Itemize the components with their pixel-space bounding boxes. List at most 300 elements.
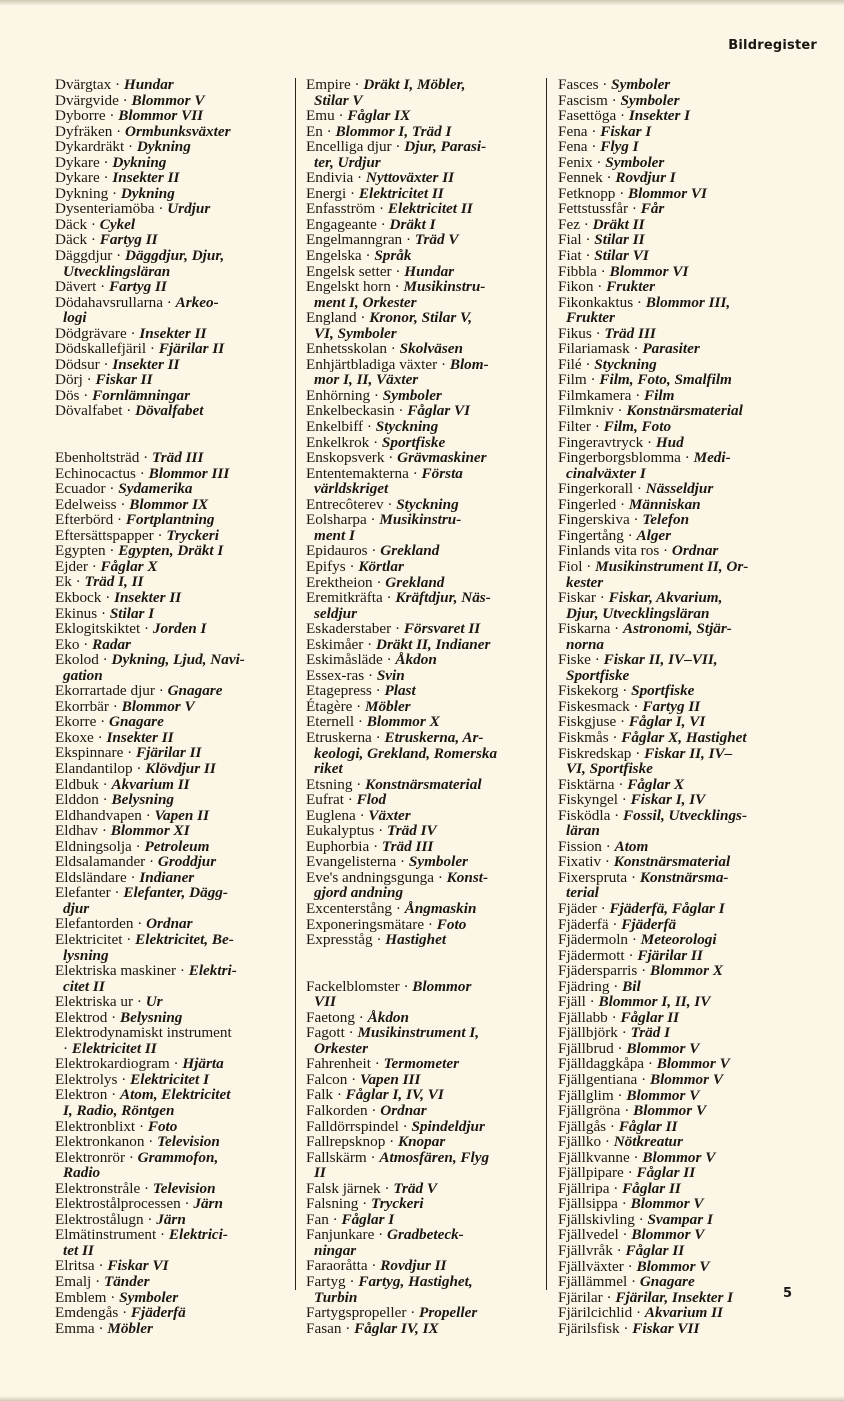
index-entry [306,901,542,917]
index-term: Elektrodynamiskt instrument [55,1024,232,1042]
index-entry-line [55,714,291,730]
index-reference: Djur, Utvecklingsläran [566,604,710,622]
index-entry [55,1087,291,1118]
index-entry [306,1072,542,1088]
index-entry-line [55,372,291,388]
index-term: Enkelbiff [306,418,364,436]
index-term: Fjälldaggkåpa [558,1055,645,1073]
index-term: Elefantorden [55,915,134,933]
index-entry [55,621,291,637]
index-entry-line [558,77,820,93]
middle-dot-separator: · [596,899,610,917]
index-reference: Rovdjur I [615,169,676,187]
index-reference: Alger [636,526,672,544]
index-entry-line [55,777,291,793]
index-reference: Fåglar II [636,1164,696,1182]
index-reference: Stilar I [109,604,155,622]
index-entry [558,170,820,186]
index-term: Fjällbjörk [558,1024,618,1042]
index-entry-line [306,637,542,653]
index-reference-continuation [55,1165,291,1181]
index-entry [55,232,291,248]
index-entry [306,777,542,793]
index-reference: Fiskar II, IV–VII, [603,651,718,669]
middle-dot-separator: · [139,449,153,467]
index-entry-line [306,264,542,280]
index-term: Enkelbeckasin [306,402,395,420]
index-entry-line [55,139,291,155]
index-entry [55,1056,291,1072]
middle-dot-separator: · [105,107,119,125]
middle-dot-separator: · [334,107,348,125]
index-entry [306,559,542,575]
index-term: Euglena [306,806,356,824]
index-entry [55,450,291,466]
index-reference: Kräftdjur, Näs- [395,589,491,607]
index-term: Fikonkaktus [558,293,634,311]
index-entry [306,170,542,186]
index-entry [558,1274,820,1290]
index-entry [55,326,291,342]
index-column-1 [55,77,291,1336]
index-entry [558,93,820,109]
index-term: Dödgrävare [55,324,127,342]
middle-dot-separator: · [363,418,376,436]
index-term: Däck [55,215,88,233]
index-entry [55,745,291,761]
index-entry-line [55,683,291,699]
index-entry [306,1025,542,1056]
middle-dot-separator: · [609,977,623,995]
index-entry-line [558,93,820,109]
index-entry [306,341,542,357]
index-reference: Frukter [566,309,615,327]
index-entry [558,528,820,544]
index-term: Etagepress [306,682,372,700]
index-entry-line [558,419,820,435]
index-entry-line [558,1274,820,1290]
index-reference: Utvecklingsläran [63,262,171,280]
middle-dot-separator: · [585,993,599,1011]
index-term: Fartygspropeller [306,1304,407,1322]
index-reference: Fåglar II [618,1117,678,1135]
index-entry-line [558,1134,820,1150]
index-entry-line [55,124,291,140]
index-entry-line [558,512,820,528]
middle-dot-separator: · [343,791,357,809]
index-reference: Blommor [412,977,472,995]
index-entry-line [558,1165,820,1181]
index-entry [558,435,820,451]
index-entry [558,295,820,326]
index-entry [55,497,291,513]
middle-dot-separator: · [144,1133,158,1151]
index-entry-line [306,497,542,513]
middle-dot-separator: · [607,1008,621,1026]
middle-dot-separator: · [98,775,112,793]
index-reference: citet II [63,977,105,995]
index-term: Fez [558,215,580,233]
middle-dot-separator: · [592,153,606,171]
index-entry [55,1305,291,1321]
index-term: Fixativ [558,853,602,871]
index-entry [55,403,291,419]
index-term: Fena [558,122,588,140]
index-entry [306,714,542,730]
index-term: Fjällgentiana [558,1071,638,1088]
index-reference-continuation [306,481,542,497]
index-entry [306,792,542,808]
middle-dot-separator: · [122,930,136,948]
index-entry [558,901,820,917]
index-term: Elektrod [55,1008,108,1026]
index-reference: Blommor V [642,1148,716,1166]
index-term: Emdengås [55,1304,119,1322]
index-term: Fjäderfä [558,915,609,933]
middle-dot-separator: · [394,402,408,420]
index-entry [55,699,291,715]
middle-dot-separator: · [126,324,140,342]
index-entry-line [55,792,291,808]
middle-dot-separator: · [169,1055,183,1073]
index-reference: Radar [92,635,131,653]
index-reference: Dräkt II, Indianer [376,635,491,653]
index-entry [306,854,542,870]
index-reference: Gradbeteck- [386,1226,464,1244]
index-entry [558,481,820,497]
middle-dot-separator: · [398,1117,412,1135]
middle-dot-separator: · [659,542,672,560]
index-term: Fjällväxter [558,1257,624,1275]
index-reference: Ur [145,993,163,1011]
middle-dot-separator: · [367,1102,381,1119]
index-entry [558,948,820,964]
index-reference: Blommor IX [129,495,209,513]
middle-dot-separator: · [623,1164,637,1182]
index-term: Ekinus [55,604,98,622]
index-entry-line [306,217,542,233]
middle-dot-separator: · [598,76,612,93]
index-reference: Fjäderfä [130,1304,186,1322]
index-entry-line [558,590,820,606]
index-entry-line [55,1321,291,1337]
index-reference: Gnagare [108,713,164,731]
index-entry-line [55,823,291,839]
index-entry [306,870,542,901]
index-entry-line [558,652,820,668]
index-entry-line [558,1119,820,1135]
index-term: Filter [558,418,591,436]
index-term: Dykare [55,169,100,187]
index-entry [55,714,291,730]
index-entry-line [306,901,542,917]
index-entry [306,917,542,933]
index-reference-continuation [55,901,291,917]
index-reference: Hud [655,433,684,451]
index-term: Emu [306,107,335,125]
index-reference: Fåglar IV, IX [354,1319,439,1337]
index-entry-line [558,248,820,264]
index-term: Fingerskiva [558,511,630,529]
middle-dot-separator: · [156,1226,169,1244]
index-reference: Konstnärsma- [639,868,729,886]
index-entry-line [558,357,820,373]
index-reference: Däggdjur, Djur, [125,247,225,265]
index-reference-continuation [55,264,291,280]
index-reference: Etruskerna, Ar- [384,728,484,746]
middle-dot-separator: · [93,728,107,746]
index-reference: ment I, Orkester [314,293,417,311]
index-reference: Musikinstru- [403,278,486,296]
index-term: Elefanter [55,884,111,902]
index-entry [55,186,291,202]
index-term: Enhörning [306,386,371,404]
index-reference: Jorden I [152,620,207,638]
index-term: Fettstussfår [558,200,629,218]
index-reference: VII [314,993,336,1011]
index-entry-line [306,108,542,124]
index-entry [558,1165,820,1181]
index-entry-line [55,388,291,404]
middle-dot-separator: · [627,1273,640,1291]
index-entry-line [55,341,291,357]
index-term: Dyborre [55,107,106,125]
index-term: Fjällgås [558,1117,607,1135]
index-entry-line [55,1010,291,1026]
index-entry [55,93,291,109]
index-entry [306,388,542,404]
index-entry [558,699,820,715]
index-term: Echinocactus [55,464,136,482]
page-edge-bottom [0,1396,844,1401]
middle-dot-separator: · [623,526,637,544]
index-reference-continuation [306,1243,542,1259]
index-reference: Knopar [397,1133,446,1151]
column-divider-1 [295,78,296,1290]
index-reference: Insekter II [114,588,182,606]
index-entry [306,1212,542,1228]
index-term: Fikon [558,278,594,296]
index-term: Encelliga djur [306,138,392,156]
index-entry-line [55,108,291,124]
index-entry-line [55,232,291,248]
index-term: Dödahavsrullarna [55,293,163,311]
index-reference: Symboler [408,853,468,871]
middle-dot-separator: · [623,1257,637,1275]
index-entry [558,1259,820,1275]
index-entry-line [558,1072,820,1088]
index-entry-line [306,590,542,606]
middle-dot-separator: · [99,355,113,373]
middle-dot-separator: · [601,837,615,855]
index-reference: Träd III [604,324,656,342]
middle-dot-separator: · [96,713,109,731]
index-entry-line [306,466,542,482]
index-entry [306,1010,542,1026]
middle-dot-separator: · [143,1210,157,1228]
index-entry-line [55,403,291,419]
index-reference: Dräkt I, Möbler, [363,76,466,93]
middle-dot-separator: · [619,1319,633,1337]
index-term: Dvärgtax [55,76,112,93]
middle-dot-separator: · [366,511,380,529]
index-entry [55,777,291,793]
middle-dot-separator: · [99,169,113,187]
index-entry [558,1150,820,1166]
index-entry-line [55,559,291,575]
index-entry [55,1274,291,1290]
index-term: Ententemakterna [306,464,409,482]
index-term: Elektrokardiogram [55,1055,170,1073]
index-entry-line [55,186,291,202]
middle-dot-separator: · [643,433,656,451]
index-reference: Dykning, Ljud, Navi- [111,651,245,669]
index-entry [306,1274,542,1305]
middle-dot-separator: · [354,713,367,731]
index-reference: Dräkt I [389,215,436,233]
index-entry-line [55,870,291,886]
index-reference-continuation [558,823,820,839]
index-reference: Dykning [120,184,175,202]
index-term: Fjällko [558,1133,602,1151]
index-term: Eternell [306,713,355,731]
index-reference: Träd I [630,1024,671,1042]
index-entry [55,916,291,932]
index-entry [55,637,291,653]
middle-dot-separator: · [618,682,632,700]
index-reference: Tänder [103,1273,150,1291]
index-term: Falsk järnek [306,1179,381,1197]
index-entry [558,419,820,435]
index-term: Filariamask [558,340,630,358]
index-entry [306,979,542,1010]
index-entry [306,497,542,513]
middle-dot-separator: · [637,1071,650,1088]
index-term: Fjädersparris [558,962,638,980]
index-reference: Skolväsen [399,340,463,358]
index-entry-line [55,248,291,264]
index-reference: Telefon [642,511,690,529]
index-entry [306,652,542,668]
index-entry [306,435,542,451]
index-reference: Frukter [606,278,656,296]
middle-dot-separator: · [629,697,643,715]
middle-dot-separator: · [108,697,122,715]
index-entry-line [558,1150,820,1166]
index-reference-continuation [55,310,291,326]
index-column-3 [558,77,820,1336]
index-entry [306,466,542,497]
index-term: Elektricitet [55,930,123,948]
index-reference: Fåglar I, VI [628,713,706,731]
index-reference: Vapen III [360,1070,421,1088]
index-term: Eremitkräfta [306,589,383,607]
middle-dot-separator: · [111,76,124,93]
index-entry-line [55,279,291,295]
index-entry-line [306,1087,542,1103]
index-term: Fjädermoln [558,931,629,949]
index-entry-line [306,450,542,466]
index-term: Fjällvedel [558,1226,619,1244]
index-entry-line [306,248,542,264]
index-term: Dös [55,386,80,404]
index-term: Fetknopp [558,184,616,202]
index-entry [306,808,542,824]
index-reference-continuation [55,1103,291,1119]
index-entry [558,1134,820,1150]
index-entry-line [306,357,542,373]
index-entry-line [55,201,291,217]
index-entry [306,217,542,233]
index-entry-line [55,1181,291,1197]
index-term: Dykardräkt [55,138,125,156]
index-entry [558,917,820,933]
index-entry-line [55,808,291,824]
index-reference: Fiskar II, IV– [644,744,733,762]
index-entry-line [558,295,820,311]
index-reference: Bil [622,977,641,995]
middle-dot-separator: · [637,962,650,980]
index-entry [558,248,820,264]
middle-dot-separator: · [384,449,398,467]
middle-dot-separator: · [125,1148,138,1166]
index-reference: Försvaret II [403,620,481,638]
middle-dot-separator: · [618,1226,632,1244]
middle-dot-separator: · [87,557,101,575]
index-term: Elektronrör [55,1148,126,1166]
index-entry [55,528,291,544]
index-term: Expresståg [306,931,373,949]
index-entry-line [306,77,542,93]
index-reference: I, Radio, Röntgen [63,1102,175,1119]
index-entry [306,279,542,310]
index-term: Eufrat [306,791,344,809]
middle-dot-separator: · [146,340,159,358]
index-entry-line [306,232,542,248]
index-reference: Blommor V [649,1071,723,1088]
index-entry-line [558,714,820,730]
index-reference: Propeller [419,1304,478,1322]
index-reference: Film, Foto [603,418,672,436]
middle-dot-separator: · [601,1133,614,1151]
index-term: Empire [306,76,351,93]
index-term: Fjäder [558,899,597,917]
index-reference: Blommor X [366,713,440,731]
index-term: Fjädring [558,977,610,995]
index-reference: Film, Foto, Smalfilm [599,371,732,389]
middle-dot-separator: · [352,775,366,793]
index-entry-line [55,93,291,109]
index-reference: Urdjur [167,200,211,218]
index-entry [55,170,291,186]
index-entry [306,1227,542,1258]
index-entry-line [55,170,291,186]
index-entry-line [558,1025,820,1041]
index-term: Elektronstråle [55,1179,141,1197]
index-term: Fiat [558,247,582,265]
index-reference: Stilar V [314,91,363,109]
index-term: Fjärilsfisk [558,1319,620,1337]
middle-dot-separator: · [79,635,93,653]
index-reference: Blommor V [626,1039,700,1057]
index-reference: Träd I, II [84,573,144,591]
index-term: Emalj [55,1273,92,1291]
index-reference: Blommor X [649,962,723,980]
index-reference: Konstnärsmaterial [365,775,482,793]
index-entry [306,512,542,543]
index-entry [306,310,542,341]
index-term: Fiskarna [558,620,611,638]
